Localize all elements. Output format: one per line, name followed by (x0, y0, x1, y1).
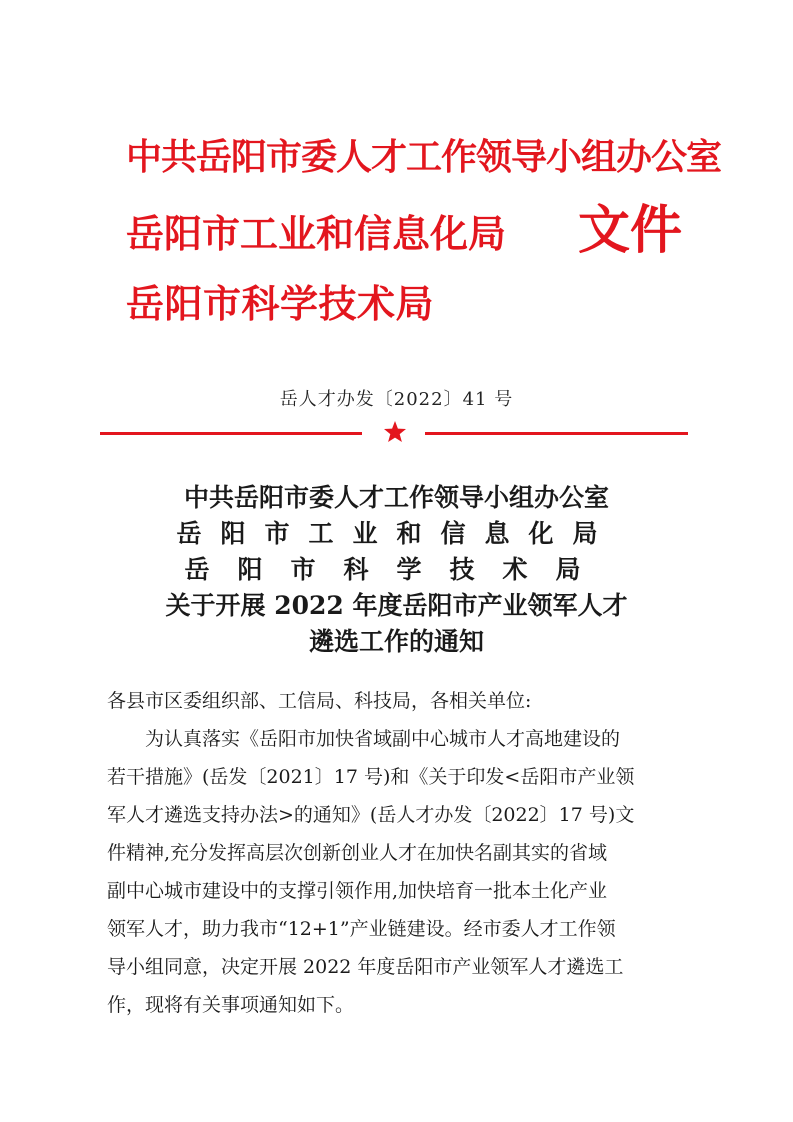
title-line-1: 中共岳阳市委人才工作领导小组办公室 (183, 483, 609, 512)
red-star-icon (383, 420, 407, 444)
addressee: 各县市区委组织部、工信局、科技局，各相关单位: (107, 690, 532, 712)
body-line: 领军人才，助力我市“12+1”产业链建设。经市委人才工作领 (107, 918, 616, 940)
title-line-5: 遴选工作的通知 (308, 627, 484, 656)
document-header (0, 0, 793, 360)
body-line: 为认真落实《岳阳市加快省域副中心城市人才高地建设的 (145, 728, 621, 750)
title-line-4: 关于开展 2022 年度岳阳市产业领军人才 (165, 591, 628, 620)
body-line: 导小组同意，决定开展 2022 年度岳阳市产业领军人才遴选工 (107, 956, 624, 978)
body-line: 副中心城市建设中的支撑引领作用,加快培育一批本土化产业 (107, 880, 608, 902)
title-line-3: 岳阳市科学技术局 (184, 555, 609, 584)
red-divider-left (100, 432, 362, 435)
issuer-line-2: 岳阳市工业和信息化局 (126, 212, 507, 256)
body-line: 件精神,充分发挥高层次创新创业人才在加快名副其实的省域 (107, 842, 608, 864)
issuer-line-1: 中共岳阳市委人才工作领导小组办公室 (126, 137, 722, 178)
doc-type-label: 文件 (578, 201, 683, 261)
title-line-2: 岳阳市工业和信息化局 (176, 519, 617, 548)
body-line: 作，现将有关事项通知如下。 (107, 994, 355, 1016)
document-number: 岳人才办发〔2022〕41 号 (279, 389, 514, 410)
issuer-line-3: 岳阳市科学技术局 (126, 282, 435, 326)
body-line: 若干措施》(岳发〔2021〕17 号)和《关于印发<岳阳市产业领 (107, 766, 635, 788)
red-divider-right (425, 432, 688, 435)
body-line: 军人才遴选支持办法>的通知》(岳人才办发〔2022〕17 号)文 (107, 804, 635, 826)
